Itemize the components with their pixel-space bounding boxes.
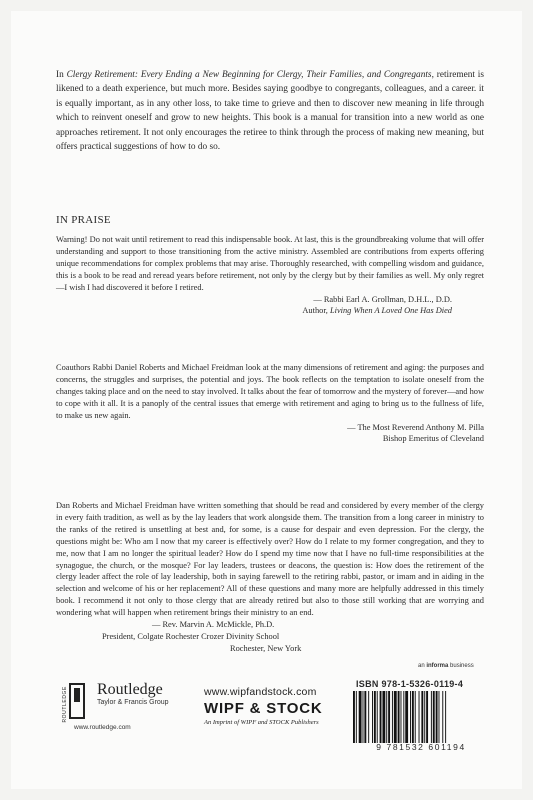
quote-author-title: President, Colgate Rochester Crozer Divinity School <box>102 631 280 641</box>
routledge-name: Routledge <box>97 681 163 698</box>
routledge-vertical-label: ROUTLEDGE <box>62 686 68 723</box>
quote-text: Warning! Do not wait until retirement to read this indispensable book. At last, this is the groundbreaking volume that will offer understanding and support to those transitioning from the active ministry. Assembled are contributions from experts offering unique recommendations for complex problems that may arise. Thoroughly researched, with compelling wisdom and guidance, this is a book to be read and reread years before retirement, not only by the clergy but by their families as well. My only regret—I wish I had discovered it before I retired. <box>56 235 484 292</box>
informa-business-note: an informa business <box>418 663 474 669</box>
wipf-url: www.wipfandstock.com <box>204 686 317 698</box>
quote-author-location: Rochester, New York <box>230 643 302 653</box>
book-title: Clergy Retirement: Every Ending a New Beginning for Clergy, Their Families, and Congregants <box>66 70 432 80</box>
isbn-label: ISBN 978-1-5326-0119-4 <box>356 679 464 689</box>
quote-author: — Rabbi Earl A. Grollman, D.H.L., D.D. <box>313 294 452 304</box>
description-intro: In <box>56 70 67 80</box>
routledge-url: www.routledge.com <box>74 724 131 731</box>
quote-author: — Rev. Marvin A. McMickle, Ph.D. <box>152 620 275 630</box>
routledge-group: Taylor & Francis Group <box>97 699 169 706</box>
book-description <box>56 68 484 154</box>
quote-text: Coauthors Rabbi Daniel Roberts and Michael Freidman look at the many dimensions of retirement and aging: the purposes and concerns, the struggles and surprises, the potential and joys. The book reflects on the temptation to isolate oneself from the changes taking place and on the need to stay involved. It talks about the fear of tomorrow and the mystery of forever—and how to cope with it all. It is a panoply of the central issues that emerge with retirement and aging to bring us to the fullness of life, to make us new again. <box>56 363 484 420</box>
barcode-number: 9 781532 601194 <box>376 742 466 752</box>
praise-quote <box>56 234 484 317</box>
quote-author-title: Bishop Emeritus of Cleveland <box>382 434 484 444</box>
praise-quote <box>56 500 484 655</box>
wipf-imprint-note: An Imprint of WIPF and STOCK Publishers <box>204 719 319 726</box>
barcode-icon <box>351 691 491 743</box>
praise-quote <box>56 362 484 445</box>
quote-author-credit <box>56 305 484 317</box>
quote-text: Dan Roberts and Michael Freidman have written something that should be read and considered by every member of the clergy in every faith tradition, as well as by the lay leaders that work alongside them. The transition from a long career in ministry to the ranks of the retired is unsettling at best and, for some, is a cause for despair and even depression. For the clergy, the questions might be: Who am I now that my career is effectively over? How do I relate to my former congregation, and they to me, now that I am no longer the spiritual leader? How do I spend my time now that I have no full-time responsibilities at the synagogue, the church, or the mosque? For lay leaders, trustees or deacons, the question is: How does the retirement of the clergy leader affect the role of lay leadership, both in saying farewell to the retiring rabbi, pastor, or imam and in aiding in the selection and welcome of his or her replacement? All of these questions and many more are helpfully addressed in this timely book. I recommend it not only to those clergy that are already retired but also to those still working that are worrying and wondering what will happen when retirement brings their ministry to an end. <box>56 501 484 618</box>
credit-prefix: Author, <box>302 306 330 316</box>
quote-author: — The Most Reverend Anthony M. Pilla <box>347 422 484 432</box>
description-text: , retirement is likened to a death experience, but much more. Besides saying goodbye to congregants, colleagues, and a career. it is equally important, as in any other loss, to take time to grieve and then to discover new meaning in life through which to reinvent oneself and grow to new heights. This book is a manual for transition into a new world as one approaches retirement. It not only encourages the retiree to think through the process of making new meaning, but offers practical suggestions of how to do so. <box>56 70 484 153</box>
credit-book-title: Living When A Loved One Has Died <box>329 306 452 316</box>
praise-heading: IN PRAISE <box>56 214 111 226</box>
wipf-stock-name: WIPF & STOCK <box>204 700 323 717</box>
